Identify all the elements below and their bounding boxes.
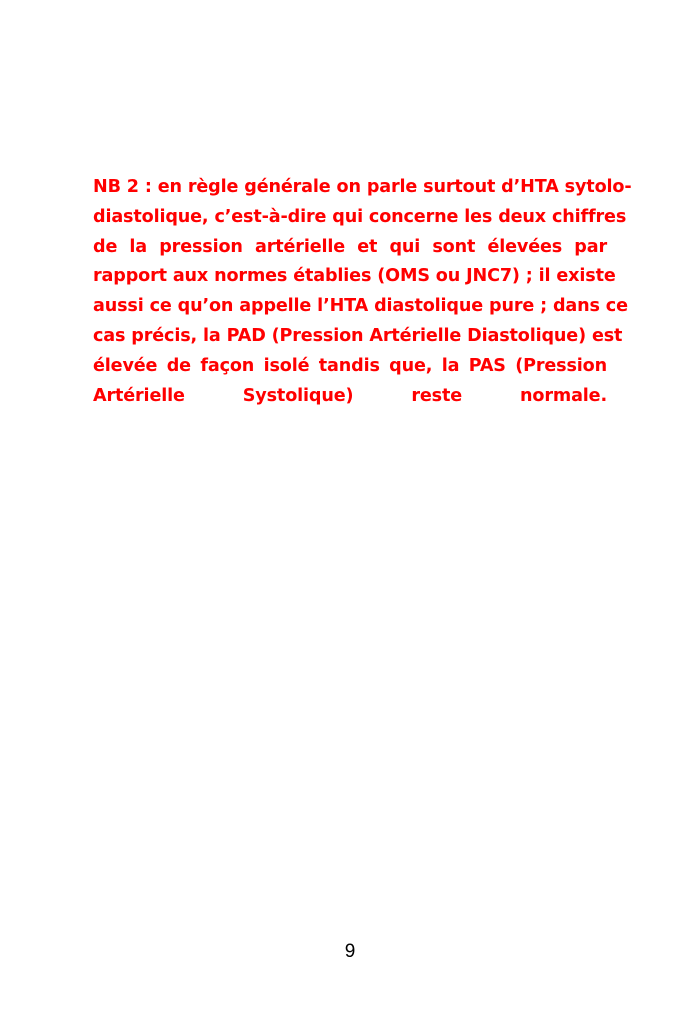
- page-number: 9: [344, 941, 356, 962]
- note-line: rapport aux normes établies (OMS ou JNC7) ; il existe: [93, 266, 616, 287]
- note-paragraph: [93, 173, 632, 411]
- note-line: de la pression artérielle et qui sont élevées par: [93, 236, 607, 257]
- note-line: diastolique, c’est-à-dire qui concerne les deux chiffres: [93, 206, 627, 227]
- note-line: élevée de façon isolé tandis que, la PAS (Pression: [93, 355, 607, 376]
- note-line: aussi ce qu’on appelle l’HTA diastolique pure ; dans ce: [93, 296, 628, 317]
- note-line: NB 2 : en règle générale on parle surtout d’HTA sytolo-: [93, 177, 632, 197]
- note-line: cas précis, la PAD (Pression Artérielle Diastolique) est: [93, 325, 623, 346]
- note-line: Artérielle Systolique) reste normale.: [93, 385, 607, 406]
